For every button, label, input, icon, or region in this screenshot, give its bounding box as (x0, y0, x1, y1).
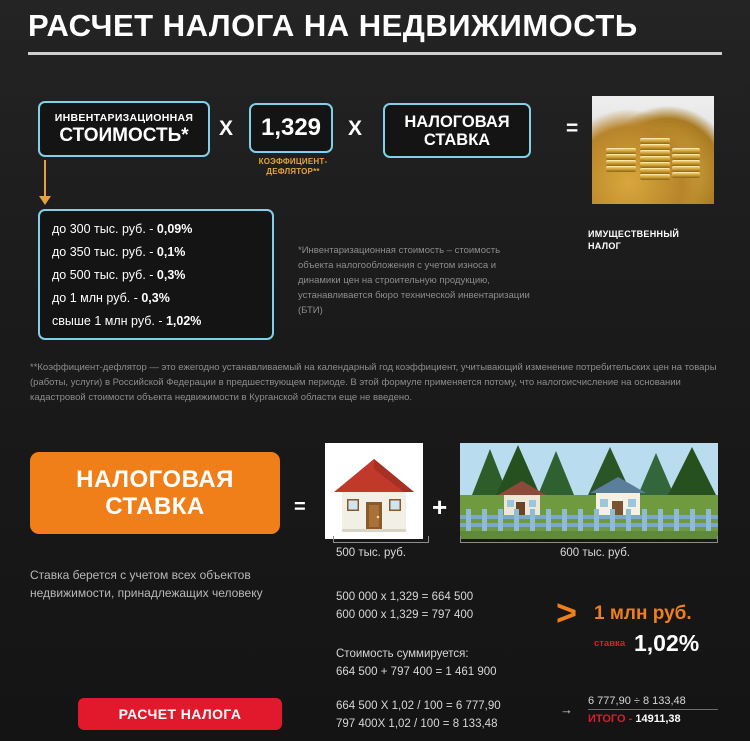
threshold-value: 1 млн руб. (594, 603, 692, 624)
village-photo (460, 443, 718, 539)
list-item (52, 264, 260, 287)
equals-operator: = (566, 117, 579, 140)
arrow-right-icon: → (560, 702, 573, 717)
property-tax-result-label-1: ИМУЩЕСТВЕННЫЙ (588, 229, 680, 239)
arrow-down-icon (39, 196, 51, 205)
footnote-single-star: *Инвентаризационная стоимость – стоимость объекта налогообложения с учетом износа и динамики цен на строительную продукцию, устанавливается бюро технической инвентаризации (БТИ) (298, 245, 530, 316)
list-item (52, 218, 260, 241)
house-measure-tick-left (333, 536, 334, 543)
house-measure-tick-right (428, 536, 429, 543)
example-plus-operator: + (432, 492, 448, 522)
rate-value-2: 0,3% (156, 268, 186, 282)
calc-line-3: Стоимость суммируется: (336, 648, 469, 660)
village-measure-tick-left (460, 536, 461, 543)
village-icon (460, 443, 718, 539)
calc-line-1: 500 000 х 1,329 = 664 500 (336, 591, 474, 603)
inventory-value-label-1: ИНВЕНТАРИЗАЦИОННАЯ (54, 112, 194, 124)
village-measure-line (460, 542, 718, 543)
tax-rate-note: Ставка берется с учетом всех объектов недвижимости, принадлежащих человеку (30, 568, 263, 600)
rate-value-3: 0,3% (141, 291, 170, 305)
tax-rate-formula-label-2: СТАВКА (423, 130, 491, 149)
calc-line-6: 797 400Х 1,02 / 100 = 8 133,48 (336, 718, 498, 730)
deflator-coefficient-caption (243, 157, 343, 177)
rate-value-4: 1,02% (165, 314, 202, 328)
applied-rate-label: ставка (594, 638, 626, 649)
rate-value-0: 0,09% (156, 222, 193, 236)
tax-rate-highlight-line-2: СТАВКА (105, 493, 205, 520)
rate-label-0: до 300 тыс. руб. - (52, 222, 157, 236)
deflator-coefficient-value: 1,329 (260, 114, 322, 141)
total-divider (588, 709, 718, 710)
footnote-double-star: **Коэффициент-дефлятор — это ежегодно устанавливаемый на календарный год коэффициент, учитывающий изменение потребительских цен на товары (работы, услуги) в Российской Федерации в предшествующем периоде. В этой формуле применяется потому, что налогоисчисление на основании кадастровой стоимости объекта недвижимости в Курганской области еще не введено. (30, 362, 717, 403)
inventory-value-label-2: СТОИМОСТЬ* (59, 125, 189, 146)
rate-label-1: до 350 тыс. руб. - (52, 245, 157, 259)
calc-line-5: 664 500 Х 1,02 / 100 = 6 777,90 (336, 700, 501, 712)
inventory-value-box (38, 101, 210, 157)
tax-rate-highlight-line-1: НАЛОГОВАЯ (76, 466, 234, 493)
total-value: 14911,38 (635, 713, 681, 725)
deflator-caption-line-2: ДЕФЛЯТОР** (266, 167, 320, 176)
deflator-coefficient-box (249, 103, 333, 153)
multiply-operator-2: X (348, 117, 363, 140)
calculate-tax-button[interactable]: РАСЧЕТ НАЛОГА (78, 698, 282, 730)
house-price-caption: 500 тыс. руб. (336, 547, 406, 559)
property-tax-result-label (588, 228, 720, 252)
total-label: ИТОГО - (588, 713, 636, 725)
rate-label-2: до 500 тыс. руб. - (52, 268, 157, 282)
house-measure-line (333, 542, 429, 543)
greater-than-sign: > (556, 592, 578, 633)
page-title: РАСЧЕТ НАЛОГА НА НЕДВИЖИМОСТЬ (28, 8, 638, 43)
rate-value-1: 0,1% (156, 245, 186, 259)
list-item (52, 241, 260, 264)
sum-line: 6 777,90 ÷ 8 133,48 (588, 695, 686, 707)
coins-photo (592, 96, 714, 204)
arrow-down-line (44, 160, 46, 198)
calc-line-4: 664 500 + 797 400 = 1 461 900 (336, 666, 497, 678)
property-tax-result-label-2: НАЛОГ (588, 241, 622, 251)
rate-label-3: до 1 млн руб. - (52, 291, 142, 305)
tax-rates-list (38, 209, 274, 340)
list-item (52, 310, 260, 333)
house-illustration (325, 443, 423, 539)
example-equals-operator: = (294, 496, 306, 518)
total-line (588, 713, 681, 725)
village-measure-tick-right (717, 536, 718, 543)
list-item (52, 287, 260, 310)
multiply-operator-1: X (219, 117, 234, 140)
applied-rate-value: 1,02% (634, 630, 700, 656)
tax-rate-formula-box (383, 103, 531, 158)
village-price-caption: 600 тыс. руб. (560, 547, 630, 559)
title-divider (28, 52, 722, 55)
deflator-caption-line-1: КОЭФФИЦИЕНТ- (258, 157, 328, 166)
rate-label-4: свыше 1 млн руб. - (52, 314, 166, 328)
tax-rate-highlight-block (30, 452, 280, 534)
house-icon (325, 443, 423, 539)
tax-rate-formula-label-1: НАЛОГОВАЯ (404, 112, 510, 131)
calc-line-2: 600 000 х 1,329 = 797 400 (336, 609, 474, 621)
